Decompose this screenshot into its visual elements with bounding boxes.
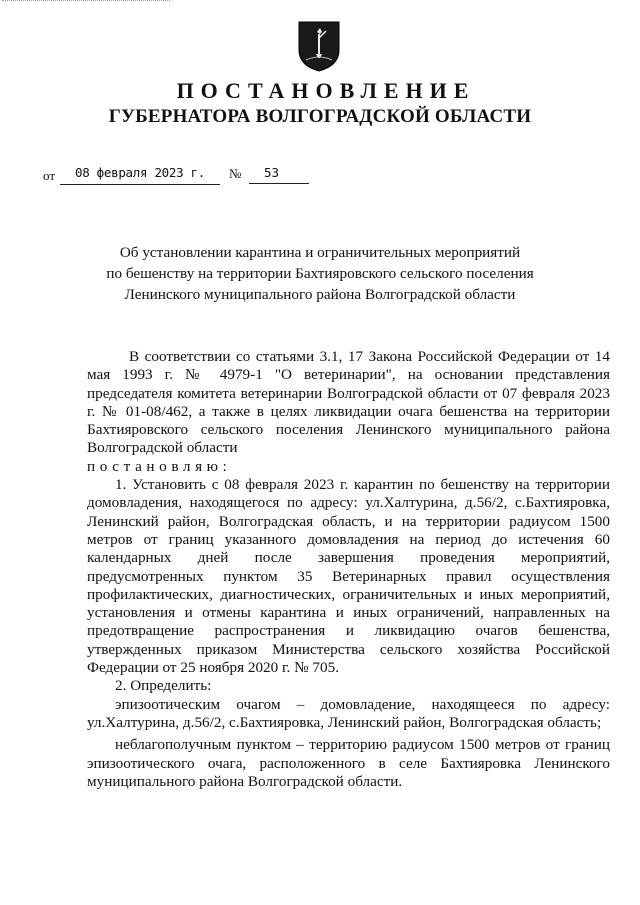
volgograd-coat-of-arms-icon xyxy=(296,20,342,72)
scan-artifact-line xyxy=(2,0,170,2)
date-prefix: от xyxy=(43,168,56,183)
resolve-word: постановляю: xyxy=(87,457,232,475)
document-subject xyxy=(90,242,550,305)
subject-line: Ленинского муниципального района Волгоградской области xyxy=(124,286,516,303)
item-2b-paragraph: неблагополучным пунктом – территорию радиусом 1500 метров от границ эпизоотического очага, расположенного в селе Бахтияровка Ленинского муниципального района Волгоградской области. xyxy=(87,736,610,790)
preamble-paragraph: В соответствии со статьями 3.1, 17 Закона Российской Федерации от 14 мая 1993 г. № 4979-1 "О ветеринарии", на основании представления председателя комитета ветеринарии Волгоградской области от 07 февраля 2023 г. № 01-08/462, а также в целях ликвидации очага бешенства на территории Бахтияровского сельского поселения Ленинского муниципального района Волгоградской области xyxy=(87,348,610,457)
document-issuer: ГУБЕРНАТОРА ВОЛГОГРАДСКОЙ ОБЛАСТИ xyxy=(108,106,532,127)
subject-line: по бешенству на территории Бахтияровского сельского поселения xyxy=(106,265,534,282)
item-2-paragraph: 2. Определить: xyxy=(115,677,212,695)
subject-line: Об установлении карантина и ограничительных мероприятий xyxy=(119,244,521,261)
resolve-paragraph xyxy=(87,458,610,476)
document-body xyxy=(87,348,610,791)
item-2a-paragraph: эпизоотическим очагом – домовладение, находящееся по адресу: ул.Халтурина, д.56/2, с.Бахтияровка, Ленинский район, Волгоградская область; xyxy=(87,695,610,731)
document-title: ПОСТАНОВЛЕНИЕ xyxy=(176,78,476,103)
number-prefix: № xyxy=(229,166,242,181)
document-number: 53 xyxy=(249,164,309,184)
document-date: 08 февраля 2023 г. xyxy=(60,164,220,185)
item-1-paragraph: 1. Установить с 08 февраля 2023 г. карантин по бешенству на территории домовладения, находящегося по адресу: ул.Халтурина, д.56/2, с.Бахтияровка, Ленинский район, Волгоградская область, и на территории радиусом 1500 метров от границ указанного домовладения на период до истечения 60 календарных дней после завершения проведения мероприятий, предусмотренных пунктом 35 Ветеринарных правил осуществления профилактических, диагностических, ограничительных и иных мероприятий, установления и отмены карантина и иных ограничений, направленных на предотвращение распространения и ликвидацию очагов бешенства, утвержденных приказом Министерства сельского хозяйства Российской Федерации от 25 ноября 2020 г. № 705. xyxy=(87,476,610,677)
